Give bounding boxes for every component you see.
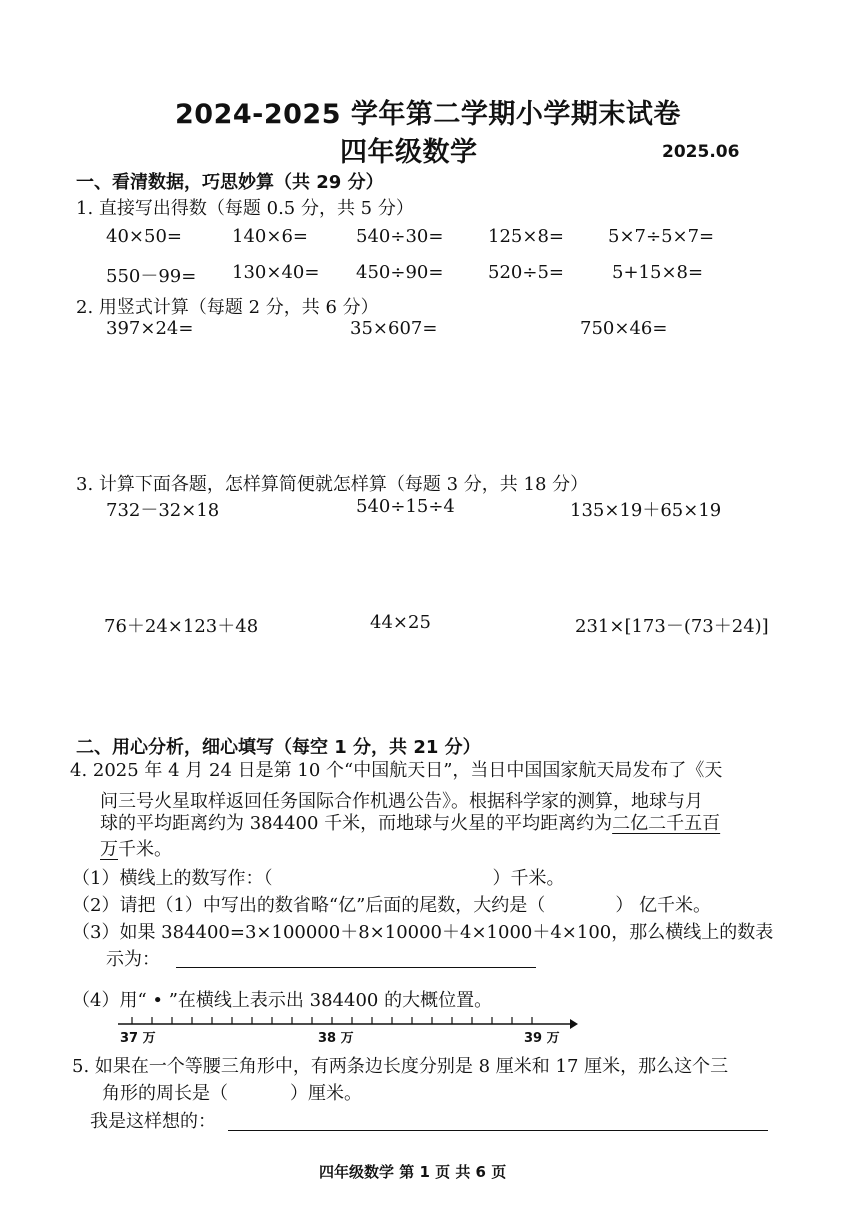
q3-item: 732－32×18 [106,500,220,521]
q1-item: 125×8= [488,226,564,247]
q2-item: 397×24= [106,318,194,339]
q5-text-line: 5. 如果在一个等腰三角形中，有两条边长度分别是 8 厘米和 17 厘米，那么这个三 [72,1056,729,1077]
q1-item: 540÷30= [356,226,444,247]
answer-line[interactable] [228,1130,768,1131]
q4-underlined-number: 二亿二千五百 [612,813,721,834]
q4-line4-text: 千米。 [118,839,172,860]
q1-item: 5+15×8= [612,262,704,283]
section1-heading: 一、看清数据，巧思妙算（共 29 分） [76,172,384,193]
page-footer: 四年级数学 第 1 页 共 6 页 [319,1163,507,1181]
q1-item: 520÷5= [488,262,564,283]
q2-item: 750×46= [580,318,668,339]
q4-line3-text: 球的平均距离约为 384400 千米，而地球与火星的平均距离约为 [100,813,613,834]
number-line-label: 37 万 [120,1031,156,1046]
q1-title: 1. 直接写出得数（每题 0.5 分，共 5 分） [76,198,414,219]
q4-sub2-suffix: ） 亿千米。 [615,895,712,916]
q4-text-line: 4. 2025 年 4 月 24 日是第 10 个“中国航天日”，当日中国国家航天局发布了《天 [70,760,723,781]
page-title: 2024-2025 学年第二学期小学期末试卷 [175,99,681,130]
number-line-label: 38 万 [318,1031,354,1046]
number-line-arrow-icon [570,1019,578,1029]
q5-reason-label: 我是这样想的： [90,1111,216,1132]
q1-item: 5×7÷5×7= [608,226,715,247]
answer-line[interactable] [176,967,536,968]
q1-item: 450÷90= [356,262,444,283]
q3-item: 135×19＋65×19 [570,500,722,521]
exam-date: 2025.06 [662,142,740,162]
section2-heading: 二、用心分析，细心填写（每空 1 分，共 21 分） [76,737,481,758]
q3-item: 231×[173－(73＋24)] [575,616,769,637]
q1-item: 130×40= [232,262,320,283]
q2-title: 2. 用竖式计算（每题 2 分，共 6 分） [76,297,379,318]
q5-text-line [102,1078,362,1109]
q4-text-line [100,834,172,865]
q3-item: 76＋24×123＋48 [104,616,259,637]
q4-sub1-prompt: （1）横线上的数写作：（ [72,868,273,889]
q4-text-line [100,808,720,839]
q3-item: 540÷15÷4 [356,496,455,517]
q4-sub1-suffix: ）千米。 [492,868,565,889]
q3-title: 3. 计算下面各题，怎样算简便就怎样算（每题 3 分，共 18 分） [76,474,589,495]
q4-underlined-number-end: 万 [100,839,118,860]
q1-item: 550－99= [106,266,197,287]
q4-text-line: 问三号火星取样返回任务国际合作机遇公告》。根据科学家的测算，地球与月 [100,791,703,812]
q3-item: 44×25 [370,612,431,633]
q5-prompt: 角形的周长是（ [102,1083,228,1104]
number-line-ticks [132,1017,532,1024]
page-subtitle: 四年级数学 [340,137,478,168]
q4-sub3: （3）如果 384400=3×100000＋8×10000＋4×1000＋4×100，那么横线上的数表 [72,922,774,943]
q4-sub4: （4）用“ • ”在横线上表示出 384400 的大概位置。 [72,990,493,1011]
number-line-label: 39 万 [524,1031,560,1046]
q1-item: 40×50= [106,226,182,247]
q4-sub2-prompt: （2）请把（1）中写出的数省略“亿”后面的尾数，大约是（ [72,895,546,916]
q1-item: 140×6= [232,226,308,247]
q5-suffix: ）厘米。 [290,1083,362,1104]
q4-sub3-cont: 示为： [106,949,160,970]
q2-item: 35×607= [350,318,438,339]
